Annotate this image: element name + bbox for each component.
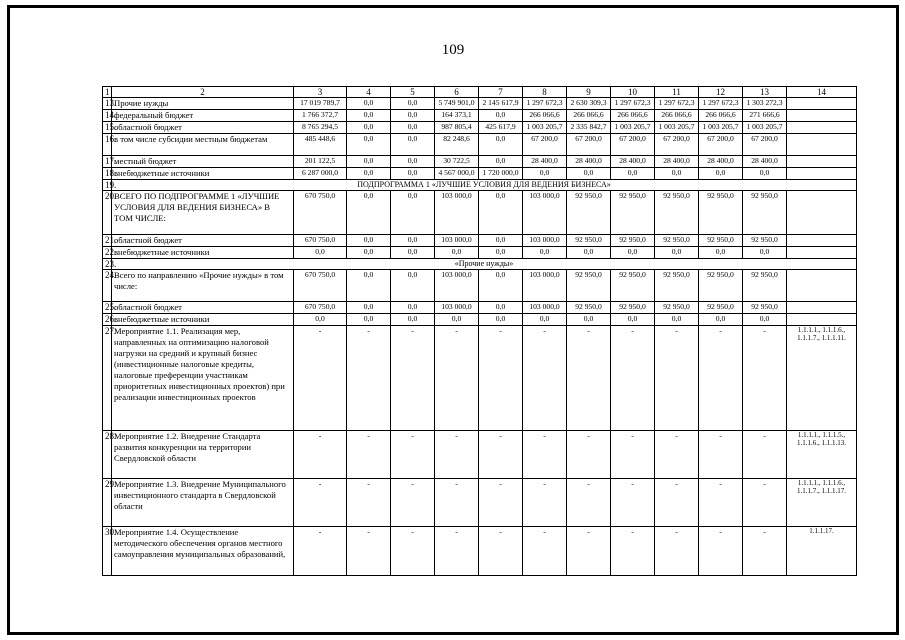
cell-value: 17 019 789,7 <box>294 98 347 110</box>
row-number: 24. <box>103 270 112 302</box>
col-header: 3 <box>294 87 347 98</box>
target-indicators <box>787 134 857 156</box>
cell-value: 201 122,5 <box>294 156 347 168</box>
target-indicators <box>787 191 857 235</box>
cell-value: 92 950,0 <box>611 302 655 314</box>
col-header: 12 <box>699 87 743 98</box>
cell-value: 92 950,0 <box>655 270 699 302</box>
cell-value: 0,0 <box>347 302 391 314</box>
cell-value: - <box>567 326 611 431</box>
cell-value: - <box>479 326 523 431</box>
cell-value: 5 749 901,0 <box>435 98 479 110</box>
cell-value: - <box>479 527 523 576</box>
cell-value: - <box>567 527 611 576</box>
cell-value: 1 766 372,7 <box>294 110 347 122</box>
cell-value: 0,0 <box>435 314 479 326</box>
col-header: 7 <box>479 87 523 98</box>
cell-value: 266 066,6 <box>611 110 655 122</box>
cell-value: - <box>347 326 391 431</box>
row-name: в том числе субсидии местным бюджетам <box>112 134 294 156</box>
cell-value: 0,0 <box>347 235 391 247</box>
cell-value: 0,0 <box>347 110 391 122</box>
cell-value: - <box>523 527 567 576</box>
cell-value: - <box>435 527 479 576</box>
cell-value: 2 630 309,3 <box>567 98 611 110</box>
cell-value: 103 000,0 <box>523 235 567 247</box>
row-number: 17. <box>103 156 112 168</box>
cell-value: - <box>743 431 787 479</box>
cell-value: 28 400,0 <box>743 156 787 168</box>
cell-value: 92 950,0 <box>611 270 655 302</box>
section-row <box>103 259 857 270</box>
cell-value: 0,0 <box>567 247 611 259</box>
cell-value: 103 000,0 <box>523 270 567 302</box>
cell-value: 0,0 <box>347 314 391 326</box>
cell-value: 92 950,0 <box>567 302 611 314</box>
row-number: 15. <box>103 122 112 134</box>
cell-value: 1 297 672,3 <box>699 98 743 110</box>
cell-value: 92 950,0 <box>655 235 699 247</box>
cell-value: - <box>743 527 787 576</box>
cell-value: 0,0 <box>743 168 787 180</box>
cell-value: 1 003 205,7 <box>699 122 743 134</box>
cell-value: 0,0 <box>523 314 567 326</box>
cell-value: 0,0 <box>611 247 655 259</box>
cell-value: - <box>743 479 787 527</box>
cell-value: - <box>479 479 523 527</box>
cell-value: - <box>611 431 655 479</box>
row-name: областной бюджет <box>112 302 294 314</box>
cell-value: 30 722,5 <box>435 156 479 168</box>
cell-value: 92 950,0 <box>655 191 699 235</box>
target-indicators <box>787 235 857 247</box>
cell-value: 0,0 <box>479 156 523 168</box>
cell-value: - <box>435 431 479 479</box>
cell-value: - <box>655 326 699 431</box>
cell-value: 1 003 205,7 <box>523 122 567 134</box>
col-header: 8 <box>523 87 567 98</box>
row-number: 22. <box>103 247 112 259</box>
cell-value: 0,0 <box>347 134 391 156</box>
cell-value: - <box>294 479 347 527</box>
cell-value: - <box>523 431 567 479</box>
row-name: Всего по направлению «Прочие нужды» в том числе: <box>112 270 294 302</box>
cell-value: 0,0 <box>347 156 391 168</box>
cell-value: - <box>655 479 699 527</box>
cell-value: 92 950,0 <box>743 302 787 314</box>
cell-value: 266 066,6 <box>567 110 611 122</box>
cell-value: 0,0 <box>347 98 391 110</box>
table-row <box>103 98 857 110</box>
section-row <box>103 180 857 191</box>
table-row <box>103 156 857 168</box>
section-title: ПОДПРОГРАММА 1 «ЛУЧШИЕ УСЛОВИЯ ДЛЯ ВЕДЕНИЯ БИЗНЕСА» <box>112 180 857 191</box>
row-name: Мероприятие 1.3. Внедрение Муниципального инвестиционного стандарта в Свердловской области <box>112 479 294 527</box>
cell-value: 67 200,0 <box>611 134 655 156</box>
target-indicators <box>787 168 857 180</box>
cell-value: 271 666,6 <box>743 110 787 122</box>
cell-value: - <box>611 479 655 527</box>
cell-value: 0,0 <box>294 314 347 326</box>
cell-value: - <box>699 527 743 576</box>
target-indicators: 1.1.1.17. <box>787 527 857 576</box>
cell-value: 4 567 000,0 <box>435 168 479 180</box>
cell-value: 0,0 <box>391 270 435 302</box>
row-number: 14. <box>103 110 112 122</box>
cell-value: - <box>567 479 611 527</box>
cell-value: 0,0 <box>391 191 435 235</box>
cell-value: 2 335 842,7 <box>567 122 611 134</box>
row-number: 30. <box>103 527 112 576</box>
row-number: 27. <box>103 326 112 431</box>
cell-value: 1 297 672,3 <box>655 98 699 110</box>
row-number: 13. <box>103 98 112 110</box>
cell-value: 82 248,6 <box>435 134 479 156</box>
cell-value: 670 750,0 <box>294 235 347 247</box>
cell-value: 28 400,0 <box>699 156 743 168</box>
cell-value: 0,0 <box>347 270 391 302</box>
cell-value: - <box>435 326 479 431</box>
row-name: Мероприятие 1.2. Внедрение Стандарта развития конкуренции на территории Свердловской области <box>112 431 294 479</box>
cell-value: - <box>294 527 347 576</box>
cell-value: 28 400,0 <box>567 156 611 168</box>
target-indicators <box>787 110 857 122</box>
cell-value: 425 617,9 <box>479 122 523 134</box>
cell-value: - <box>611 527 655 576</box>
cell-value: 0,0 <box>479 110 523 122</box>
row-name: внебюджетные источники <box>112 168 294 180</box>
cell-value: 0,0 <box>479 302 523 314</box>
cell-value: 92 950,0 <box>743 235 787 247</box>
cell-value: 0,0 <box>611 168 655 180</box>
target-indicators <box>787 156 857 168</box>
cell-value: - <box>655 527 699 576</box>
cell-value: 28 400,0 <box>655 156 699 168</box>
col-header: 5 <box>391 87 435 98</box>
row-name: областной бюджет <box>112 235 294 247</box>
cell-value: 0,0 <box>479 191 523 235</box>
row-number: 26. <box>103 314 112 326</box>
col-header: 11 <box>655 87 699 98</box>
cell-value: 266 066,6 <box>699 110 743 122</box>
cell-value: 0,0 <box>655 314 699 326</box>
cell-value: 103 000,0 <box>435 235 479 247</box>
cell-value: 0,0 <box>699 168 743 180</box>
cell-value: 1 003 205,7 <box>655 122 699 134</box>
cell-value: 0,0 <box>655 168 699 180</box>
cell-value: - <box>699 479 743 527</box>
cell-value: - <box>523 479 567 527</box>
cell-value: 92 950,0 <box>567 191 611 235</box>
cell-value: 0,0 <box>391 98 435 110</box>
cell-value: 1 303 272,3 <box>743 98 787 110</box>
row-name: ВСЕГО ПО ПОДПРОГРАММЕ 1 «ЛУЧШИЕ УСЛОВИЯ ДЛЯ ВЕДЕНИЯ БИЗНЕСА» В ТОМ ЧИСЛЕ: <box>112 191 294 235</box>
cell-value: - <box>391 326 435 431</box>
cell-value: 1 297 672,3 <box>523 98 567 110</box>
row-name: Мероприятие 1.4. Осуществление методического обеспечения органов местного самоуправления муниципальных образований, <box>112 527 294 576</box>
cell-value: - <box>479 431 523 479</box>
cell-value: 670 750,0 <box>294 191 347 235</box>
cell-value: 1 297 672,3 <box>611 98 655 110</box>
col-header: 9 <box>567 87 611 98</box>
cell-value: 0,0 <box>655 247 699 259</box>
cell-value: - <box>743 326 787 431</box>
budget-table <box>102 86 857 576</box>
target-indicators: 1.1.1.1., 1.1.1.5., 1.1.1.6., 1.1.1.13. <box>787 431 857 479</box>
cell-value: 67 200,0 <box>699 134 743 156</box>
row-number: 18. <box>103 168 112 180</box>
cell-value: 0,0 <box>611 314 655 326</box>
cell-value: 67 200,0 <box>655 134 699 156</box>
cell-value: 0,0 <box>391 134 435 156</box>
cell-value: 103 000,0 <box>523 191 567 235</box>
cell-value: 1 003 205,7 <box>611 122 655 134</box>
target-indicators <box>787 247 857 259</box>
cell-value: 0,0 <box>391 235 435 247</box>
table-row <box>103 527 857 576</box>
row-name: Прочие нужды <box>112 98 294 110</box>
cell-value: 67 200,0 <box>743 134 787 156</box>
cell-value: 103 000,0 <box>435 302 479 314</box>
table-header-row <box>103 87 857 98</box>
cell-value: - <box>523 326 567 431</box>
cell-value: 670 750,0 <box>294 270 347 302</box>
cell-value: 92 950,0 <box>743 270 787 302</box>
cell-value: 92 950,0 <box>611 235 655 247</box>
cell-value: 0,0 <box>479 270 523 302</box>
cell-value: 92 950,0 <box>699 191 743 235</box>
table-row <box>103 247 857 259</box>
cell-value: 0,0 <box>391 302 435 314</box>
row-number: 21. <box>103 235 112 247</box>
cell-value: 0,0 <box>567 314 611 326</box>
cell-value: 0,0 <box>479 134 523 156</box>
col-header: 14 <box>787 87 857 98</box>
cell-value: 0,0 <box>479 235 523 247</box>
cell-value: 103 000,0 <box>435 270 479 302</box>
cell-value: 1 720 000,0 <box>479 168 523 180</box>
cell-value: - <box>611 326 655 431</box>
cell-value: - <box>391 431 435 479</box>
table-row <box>103 110 857 122</box>
cell-value: 0,0 <box>294 247 347 259</box>
cell-value: 92 950,0 <box>655 302 699 314</box>
cell-value: 266 066,6 <box>655 110 699 122</box>
page-number: 109 <box>441 42 465 58</box>
cell-value: 0,0 <box>479 247 523 259</box>
cell-value: 0,0 <box>567 168 611 180</box>
cell-value: 8 765 294,5 <box>294 122 347 134</box>
cell-value: 6 287 000,0 <box>294 168 347 180</box>
cell-value: 0,0 <box>347 191 391 235</box>
row-name: областной бюджет <box>112 122 294 134</box>
target-indicators <box>787 314 857 326</box>
cell-value: 0,0 <box>391 122 435 134</box>
row-number: 25. <box>103 302 112 314</box>
cell-value: 485 448,6 <box>294 134 347 156</box>
target-indicators <box>787 302 857 314</box>
cell-value: - <box>294 326 347 431</box>
table-row <box>103 168 857 180</box>
cell-value: 266 066,6 <box>523 110 567 122</box>
cell-value: 0,0 <box>523 247 567 259</box>
target-indicators <box>787 122 857 134</box>
cell-value: 987 805,4 <box>435 122 479 134</box>
row-number: 28. <box>103 431 112 479</box>
cell-value: - <box>391 527 435 576</box>
table-row <box>103 479 857 527</box>
row-number: 29. <box>103 479 112 527</box>
table-row <box>103 431 857 479</box>
col-header: 6 <box>435 87 479 98</box>
cell-value: 0,0 <box>347 122 391 134</box>
col-header: 13 <box>743 87 787 98</box>
cell-value: - <box>435 479 479 527</box>
col-header: 1 <box>103 87 112 98</box>
cell-value: 67 200,0 <box>567 134 611 156</box>
cell-value: 92 950,0 <box>611 191 655 235</box>
cell-value: - <box>347 431 391 479</box>
section-title: «Прочие нужды» <box>112 259 857 270</box>
cell-value: 0,0 <box>391 110 435 122</box>
row-number: 23. <box>103 259 112 270</box>
cell-value: - <box>655 431 699 479</box>
cell-value: 92 950,0 <box>567 235 611 247</box>
table-row <box>103 122 857 134</box>
cell-value: 92 950,0 <box>699 302 743 314</box>
col-header: 2 <box>112 87 294 98</box>
table-row <box>103 235 857 247</box>
cell-value: 103 000,0 <box>435 191 479 235</box>
cell-value: 92 950,0 <box>567 270 611 302</box>
row-name: федеральный бюджет <box>112 110 294 122</box>
target-indicators <box>787 98 857 110</box>
cell-value: 0,0 <box>743 247 787 259</box>
row-number: 20. <box>103 191 112 235</box>
cell-value: 0,0 <box>347 247 391 259</box>
row-name: внебюджетные источники <box>112 247 294 259</box>
cell-value: 0,0 <box>391 168 435 180</box>
table-row <box>103 314 857 326</box>
cell-value: 92 950,0 <box>699 235 743 247</box>
cell-value: 0,0 <box>699 247 743 259</box>
cell-value: 0,0 <box>699 314 743 326</box>
row-number: 19. <box>103 180 112 191</box>
table-row <box>103 134 857 156</box>
cell-value: 1 003 205,7 <box>743 122 787 134</box>
cell-value: 164 373,1 <box>435 110 479 122</box>
row-name: внебюджетные источники <box>112 314 294 326</box>
cell-value: - <box>391 479 435 527</box>
cell-value: - <box>347 527 391 576</box>
cell-value: 92 950,0 <box>743 191 787 235</box>
cell-value: 0,0 <box>391 156 435 168</box>
table-row <box>103 191 857 235</box>
cell-value: - <box>347 479 391 527</box>
cell-value: - <box>699 431 743 479</box>
cell-value: 0,0 <box>523 168 567 180</box>
row-name: местный бюджет <box>112 156 294 168</box>
cell-value: 67 200,0 <box>523 134 567 156</box>
cell-value: 2 145 617,9 <box>479 98 523 110</box>
document-page <box>7 5 899 635</box>
cell-value: - <box>699 326 743 431</box>
target-indicators <box>787 270 857 302</box>
row-name: Мероприятие 1.1. Реализация мер, направленных на оптимизацию налоговой нагрузки на средний и крупный бизнес (инвестиционные налоговые кредиты, налоговые преференции участникам приоритетных инвестиционных проектов) при реализации инвестиционных проектов <box>112 326 294 431</box>
col-header: 10 <box>611 87 655 98</box>
cell-value: 28 400,0 <box>611 156 655 168</box>
table-row <box>103 270 857 302</box>
cell-value: 103 000,0 <box>523 302 567 314</box>
target-indicators: 1.1.1.1., 1.1.1.6., 1.1.1.7., 1.1.1.17. <box>787 479 857 527</box>
row-number: 16. <box>103 134 112 156</box>
table-row <box>103 326 857 431</box>
cell-value: 0,0 <box>435 247 479 259</box>
cell-value: 670 750,0 <box>294 302 347 314</box>
cell-value: - <box>567 431 611 479</box>
cell-value: 0,0 <box>391 314 435 326</box>
cell-value: 0,0 <box>347 168 391 180</box>
cell-value: 92 950,0 <box>699 270 743 302</box>
col-header: 4 <box>347 87 391 98</box>
cell-value: 28 400,0 <box>523 156 567 168</box>
target-indicators: 1.1.1.1., 1.1.1.6., 1.1.1.7., 1.1.1.11. <box>787 326 857 431</box>
table-row <box>103 302 857 314</box>
cell-value: 0,0 <box>391 247 435 259</box>
cell-value: 0,0 <box>479 314 523 326</box>
cell-value: - <box>294 431 347 479</box>
cell-value: 0,0 <box>743 314 787 326</box>
